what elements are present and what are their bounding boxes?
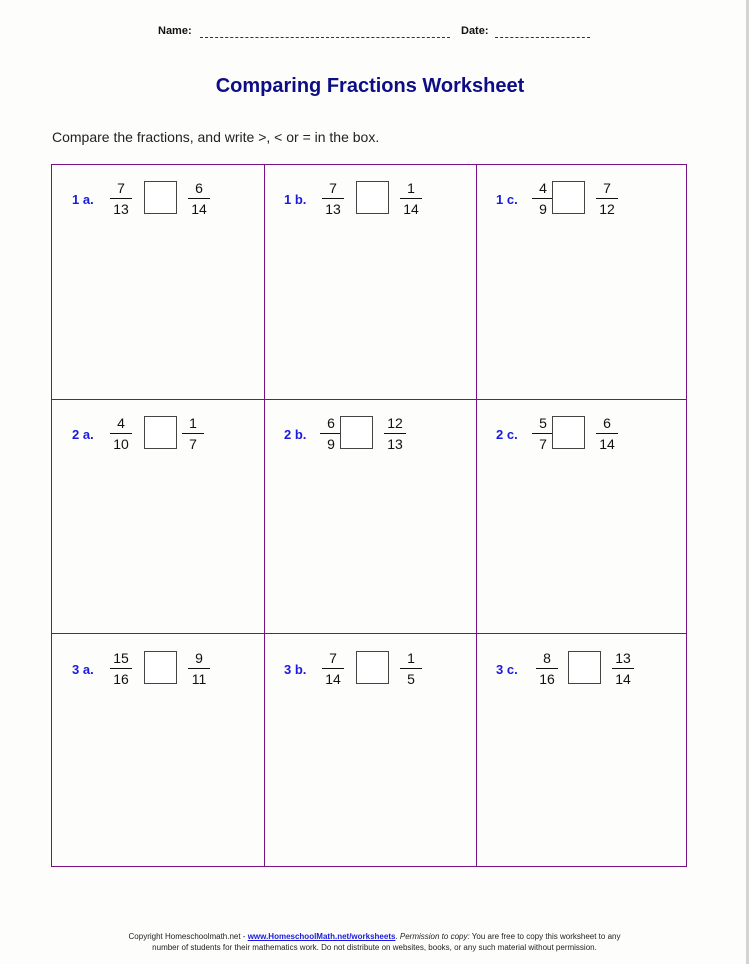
fraction-bar [532,198,554,199]
denominator: 16 [113,671,129,687]
problem-label: 1 a. [72,192,94,207]
left-fraction [110,650,132,687]
problem-label: 2 c. [496,427,518,442]
denominator: 16 [539,671,555,687]
numerator: 12 [387,415,403,431]
answer-box[interactable] [552,181,585,214]
fraction-bar [322,198,344,199]
right-fraction [596,180,618,217]
fraction-bar [320,433,342,434]
fraction-bar [612,668,634,669]
denominator: 5 [407,671,415,687]
name-label: Name: [158,25,192,37]
grid-divider [52,399,686,400]
denominator: 10 [113,436,129,452]
fraction-bar [536,668,558,669]
numerator: 7 [329,650,337,666]
numerator: 6 [603,415,611,431]
problem-label: 3 a. [72,662,94,677]
worksheets-link[interactable]: www.HomeschoolMath.net/worksheets [247,932,396,941]
right-fraction [384,415,406,452]
grid-divider [476,165,477,866]
fraction-bar [596,433,618,434]
answer-box[interactable] [356,181,389,214]
page-title: Comparing Fractions Worksheet [215,75,525,97]
left-fraction [320,415,342,452]
numerator: 1 [189,415,197,431]
answer-box[interactable] [356,651,389,684]
answer-box[interactable] [340,416,373,449]
right-fraction [596,415,618,452]
fraction-bar [532,433,554,434]
fraction-bar [596,198,618,199]
left-fraction [322,650,344,687]
left-fraction [110,415,132,452]
fraction-bar [110,198,132,199]
answer-box[interactable] [568,651,601,684]
denominator: 12 [599,201,615,217]
fraction-bar [188,668,210,669]
denominator: 14 [325,671,341,687]
numerator: 9 [195,650,203,666]
right-fraction [400,650,422,687]
numerator: 6 [195,180,203,196]
denominator: 14 [191,201,207,217]
left-fraction [110,180,132,217]
numerator: 1 [407,650,415,666]
numerator: 5 [539,415,547,431]
instructions: Compare the fractions, and write >, < or = in the box. [52,129,380,145]
date-blank[interactable] [495,37,590,38]
left-fraction [532,415,554,452]
problem-label: 3 c. [496,662,518,677]
numerator: 6 [327,415,335,431]
footer-line-2: number of students for their mathematics work. Do not distribute on websites, books, or any such material without permission. [152,943,597,952]
answer-box[interactable] [552,416,585,449]
grid-divider [264,165,265,866]
fraction-bar [188,198,210,199]
numerator: 7 [603,180,611,196]
denominator: 9 [327,436,335,452]
fraction-bar [110,433,132,434]
grid-divider [52,633,686,634]
numerator: 7 [329,180,337,196]
right-fraction [188,650,210,687]
numerator: 8 [543,650,551,666]
denominator: 13 [387,436,403,452]
date-label: Date: [461,25,489,37]
denominator: 14 [403,201,419,217]
right-fraction [188,180,210,217]
left-fraction [532,180,554,217]
denominator: 9 [539,201,547,217]
denominator: 7 [539,436,547,452]
denominator: 14 [615,671,631,687]
denominator: 14 [599,436,615,452]
problem-label: 2 a. [72,427,94,442]
right-fraction [182,415,204,452]
fraction-bar [400,198,422,199]
numerator: 4 [539,180,547,196]
left-fraction [536,650,558,687]
fraction-bar [384,433,406,434]
denominator: 11 [191,671,207,687]
denominator: 13 [325,201,341,217]
problem-label: 1 c. [496,192,518,207]
denominator: 7 [189,436,197,452]
numerator: 15 [113,650,129,666]
fraction-bar [322,668,344,669]
right-fraction [400,180,422,217]
numerator: 1 [407,180,415,196]
answer-box[interactable] [144,416,177,449]
answer-box[interactable] [144,181,177,214]
problem-label: 1 b. [284,192,307,207]
fraction-bar [400,668,422,669]
problem-grid [51,164,687,867]
right-fraction [612,650,634,687]
numerator: 7 [117,180,125,196]
footer [0,931,749,953]
problem-label: 2 b. [284,427,307,442]
fraction-bar [110,668,132,669]
fraction-bar [182,433,204,434]
denominator: 13 [113,201,129,217]
numerator: 13 [615,650,631,666]
numerator: 4 [117,415,125,431]
answer-box[interactable] [144,651,177,684]
left-fraction [322,180,344,217]
footer-line-1: Copyright Homeschoolmath.net - www.HomeschoolMath.net/worksheets. Permission to copy: You are free to copy this worksheet to any [128,932,621,941]
name-blank[interactable] [200,37,450,38]
problem-label: 3 b. [284,662,307,677]
